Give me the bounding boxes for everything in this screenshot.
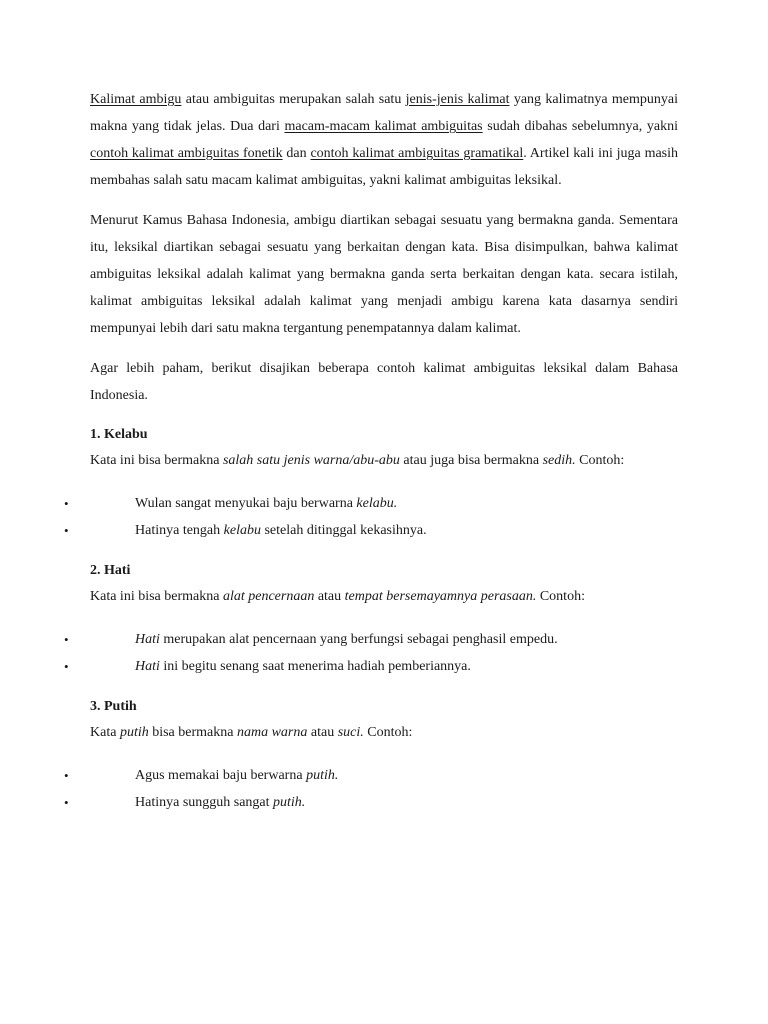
italic-term: kelabu. <box>356 496 398 511</box>
text-span: Wulan sangat menyukai baju berwarna <box>135 496 357 511</box>
italic-term: putih. <box>273 795 306 810</box>
bullet-icon: • <box>64 659 69 674</box>
text-span: atau <box>314 589 345 604</box>
text-span: . Artikel kali ini juga masih membahas salah satu macam kalimat ambiguitas, yakni kalimat ambiguitas leksikal. <box>90 146 679 188</box>
italic-term: Hati <box>135 632 160 647</box>
section-definition-hati <box>90 584 678 610</box>
intro-paragraph-1 <box>90 86 678 194</box>
italic-term: sedih. <box>542 453 576 468</box>
text-span: atau juga bisa bermakna <box>399 453 543 468</box>
text-span: atau <box>307 725 338 740</box>
example-item <box>0 789 678 816</box>
bullet-icon: • <box>64 632 69 647</box>
bullet-icon: • <box>64 795 69 810</box>
link-contoh-ambiguitas-gramatikal[interactable]: contoh kalimat ambiguitas gramatikal <box>310 146 524 161</box>
link-macam-macam-kalimat-ambiguitas[interactable]: macam-macam kalimat ambiguitas <box>284 119 483 134</box>
bullet-icon: • <box>64 768 69 783</box>
section-definition-putih <box>90 720 678 746</box>
text-span: bisa bermakna <box>148 725 237 740</box>
italic-term: alat pencernaan <box>222 589 315 604</box>
example-list-hati <box>0 626 678 680</box>
text-span: Hatinya sungguh sangat <box>135 795 274 810</box>
section-definition-kelabu <box>90 448 678 474</box>
italic-term: nama warna <box>236 725 308 740</box>
intro-paragraph-2: Menurut Kamus Bahasa Indonesia, ambigu diartikan sebagai sesuatu yang bermakna ganda. Sementara itu, leksikal diartikan sebagai sesuatu yang berkaitan dengan kata. Bisa disimpulkan, bahwa kalimat ambiguitas leksikal adalah kalimat yang bermakna ganda serta berkaitan dengan kata. secara istilah, kalimat ambiguitas leksikal adalah kalimat yang menjadi ambigu karena kata dasarnya sendiri mempunyai lebih dari satu makna tergantung penempatannya dalam kalimat. <box>90 213 678 336</box>
bullet-icon: • <box>64 496 69 511</box>
text-span: Kata ini bisa bermakna <box>90 589 223 604</box>
text-span: Kata <box>90 725 120 740</box>
example-item <box>0 490 678 517</box>
bullet-icon: • <box>64 523 69 538</box>
example-item <box>0 762 678 789</box>
text-span: merupakan alat pencernaan yang berfungsi sebagai penghasil empedu. <box>159 632 558 647</box>
text-span: Kata ini bisa bermakna <box>90 453 223 468</box>
intro-paragraph-3: Agar lebih paham, berikut disajikan beberapa contoh kalimat ambiguitas leksikal dalam Bahasa Indonesia. <box>90 361 678 403</box>
italic-term: kelabu <box>223 523 261 538</box>
example-list-putih <box>0 762 678 816</box>
italic-term: putih. <box>306 768 339 783</box>
link-kalimat-ambigu[interactable]: Kalimat ambigu <box>90 92 182 107</box>
example-item <box>0 517 678 544</box>
section-heading-kelabu: 1. Kelabu <box>90 427 148 442</box>
italic-term: Hati <box>135 659 160 674</box>
text-span: dan <box>282 146 311 161</box>
text-span: yang kalimatnya mempunyai makna yang tidak jelas. Dua dari <box>90 92 679 134</box>
text-span: ini begitu senang saat menerima hadiah pemberiannya. <box>159 659 471 674</box>
text-span: Contoh: <box>363 725 413 740</box>
text-span: atau ambiguitas merupakan salah satu <box>181 92 406 107</box>
text-span: Contoh: <box>536 589 585 604</box>
link-contoh-ambiguitas-fonetik[interactable]: contoh kalimat ambiguitas fonetik <box>90 146 283 161</box>
text-span: setelah ditinggal kekasihnya. <box>260 523 427 538</box>
italic-term: tempat bersemayamnya perasaan. <box>344 589 537 604</box>
text-span: Contoh: <box>575 453 625 468</box>
link-jenis-jenis-kalimat[interactable]: jenis-jenis kalimat <box>405 92 510 107</box>
example-item <box>0 626 678 653</box>
text-span: Hatinya tengah <box>135 523 224 538</box>
section-heading-hati: 2. Hati <box>90 563 131 578</box>
italic-term: suci. <box>337 725 364 740</box>
text-span: Agus memakai baju berwarna <box>135 768 307 783</box>
example-item <box>0 653 678 680</box>
italic-term: putih <box>119 725 149 740</box>
italic-term: salah satu jenis warna/abu-abu <box>222 453 400 468</box>
text-span: sudah dibahas sebelumnya, yakni <box>482 119 678 134</box>
document-body <box>64 86 679 830</box>
section-heading-putih: 3. Putih <box>90 699 137 714</box>
example-list-kelabu <box>0 490 678 544</box>
